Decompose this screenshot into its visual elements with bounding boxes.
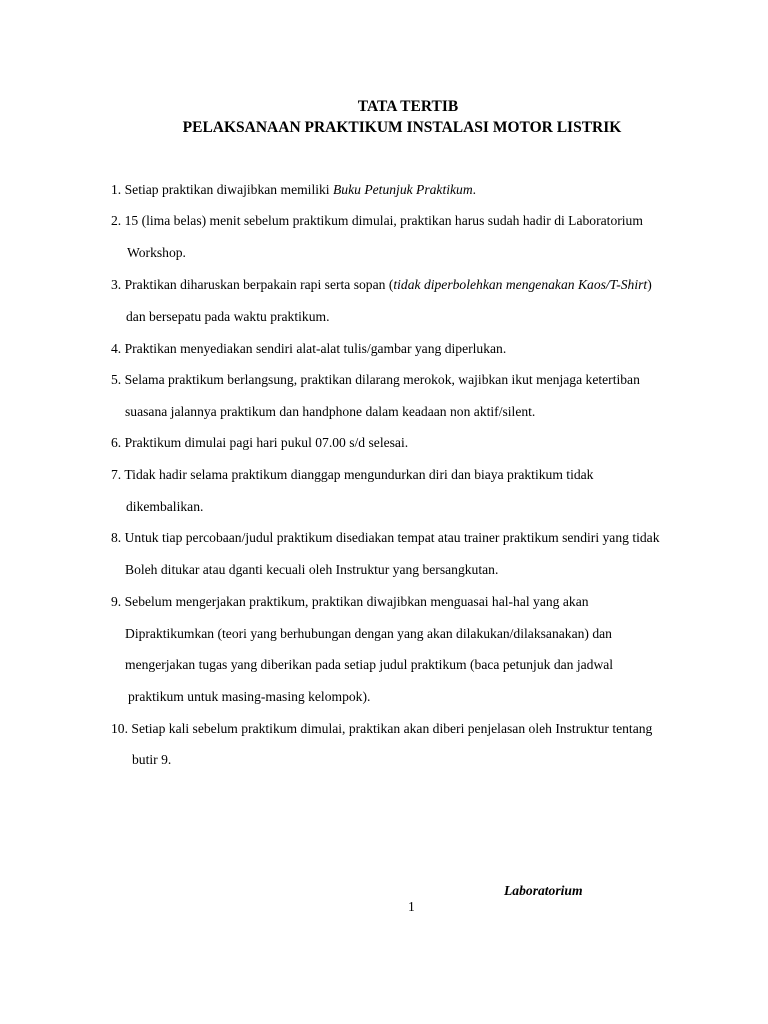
rule-3-end: ) (647, 277, 652, 292)
document-title: TATA TERTIB (357, 98, 459, 115)
rule-2-line-2: Workshop. (127, 245, 186, 260)
rule-5-line-2: suasana jalannya praktikum dan handphone dalam keadaan non aktif/silent. (125, 404, 536, 419)
rule-3-emphasis: tidak diperbolehkan mengenakan Kaos/T-Shirt (393, 277, 648, 292)
rule-1-text: 1. Setiap praktikan diwajibkan memiliki (111, 182, 333, 197)
rule-1 (111, 181, 476, 199)
rule-8-line-1: 8. Untuk tiap percobaan/judul praktikum disediakan tempat atau trainer praktikum sendiri yang tidak (111, 530, 660, 545)
rule-3-line-1 (111, 276, 652, 294)
page-number: 1 (408, 899, 415, 914)
rule-1-end: . (472, 182, 477, 197)
rule-4: 4. Praktikan menyediakan sendiri alat-alat tulis/gambar yang diperlukan. (111, 341, 507, 356)
rule-3-text: 3. Praktikan diharuskan berpakain rapi serta sopan ( (111, 277, 394, 292)
rule-9-line-3: mengerjakan tugas yang diberikan pada setiap judul praktikum (baca petunjuk dan jadwal (125, 657, 614, 672)
rule-5-line-1: 5. Selama praktikum berlangsung, praktikan dilarang merokok, wajibkan ikut menjaga ketertiban (111, 372, 640, 387)
rule-10-line-1: 10. Setiap kali sebelum praktikum dimulai, praktikan akan diberi penjelasan oleh Instruktur tentang (111, 721, 653, 736)
rule-6: 6. Praktikum dimulai pagi hari pukul 07.00 s/d selesai. (111, 435, 409, 450)
rule-9-line-4: praktikum untuk masing-masing kelompok). (128, 689, 371, 704)
rule-9-line-2: Dipraktikumkan (teori yang berhubungan dengan yang akan dilakukan/dilaksanakan) dan (125, 626, 612, 641)
footer-laboratorium-label: Laboratorium (504, 883, 583, 898)
rule-1-emphasis: Buku Petunjuk Praktikum (333, 182, 473, 197)
rule-7-line-1: 7. Tidak hadir selama praktikum dianggap mengundurkan diri dan biaya praktikum tidak (111, 467, 594, 482)
rule-7-line-2: dikembalikan. (126, 499, 204, 514)
document-subtitle: PELAKSANAAN PRAKTIKUM INSTALASI MOTOR LISTRIK (182, 119, 622, 136)
rule-9-line-1: 9. Sebelum mengerjakan praktikum, praktikan diwajibkan menguasai hal-hal yang akan (111, 594, 589, 609)
rule-8-line-2: Boleh ditukar atau dganti kecuali oleh Instruktur yang bersangkutan. (125, 562, 499, 577)
rule-10-line-2: butir 9. (132, 752, 172, 767)
rule-2-line-1: 2. 15 (lima belas) menit sebelum praktikum dimulai, praktikan harus sudah hadir di Laboratorium (111, 213, 643, 228)
rule-3-line-2: dan bersepatu pada waktu praktikum. (126, 309, 330, 324)
